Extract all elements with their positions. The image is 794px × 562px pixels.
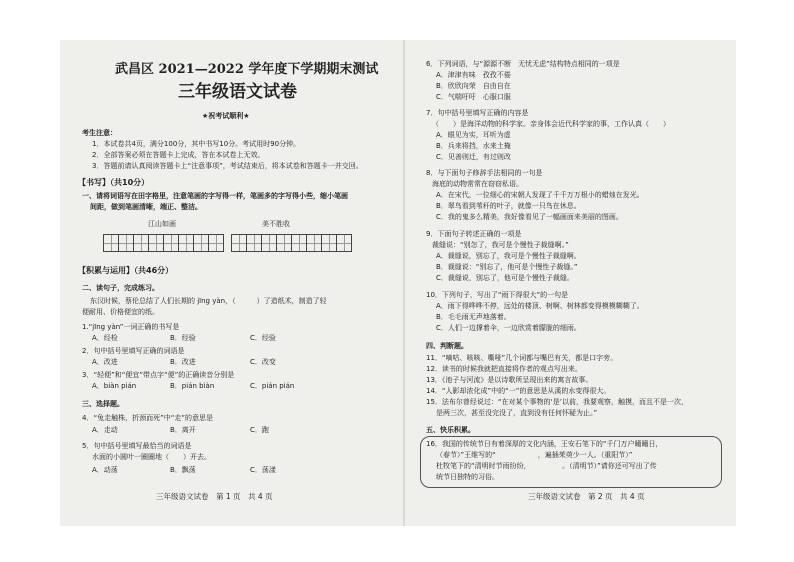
writing-grid-2[interactable] <box>232 234 352 252</box>
good-luck-line: ★祝考试顺利★ <box>202 112 250 120</box>
question-16-line: （春节）”王维写的“ ，遍插茱萸少一人。（重阳节）” <box>436 451 633 459</box>
option-c[interactable]: C．气喘吁吁 心服口服 <box>436 93 511 101</box>
option-a[interactable]: A．经检 <box>92 334 118 342</box>
question-5: 5．句中括号里填写最恰当的词语是 <box>82 442 192 450</box>
option-c[interactable]: C．pián pián <box>250 382 295 390</box>
option-b[interactable]: B．翠鸟看到苇秆的叶子，就像一只鸟在休息。 <box>436 202 581 210</box>
option-a[interactable]: A．在宋代，一位细心的宋朝人发现了千千万万根小的蜡烛在发光。 <box>436 191 644 199</box>
question-7-sentence: （ ）是海洋动物的科学家。亲身体会近代科学家的事，工作认真（ ） <box>432 120 670 128</box>
option-b[interactable]: B．欣欣向荣 自由自在 <box>436 82 511 90</box>
option-c[interactable]: C．人们一边撑着伞，一边欣赏着朦胧的细雨。 <box>436 324 581 332</box>
page-2 <box>410 40 736 526</box>
section-3-heading: 三、选择题。 <box>82 400 124 408</box>
writing-grid-1[interactable] <box>104 234 224 252</box>
option-b[interactable]: B．飘荡 <box>170 466 196 474</box>
option-a[interactable]: A．biàn pián <box>92 382 137 390</box>
question-13: 13．《池子与河流》是以诗歌所呈现出来的寓言故事。 <box>426 376 593 384</box>
option-b[interactable]: B．离开 <box>170 426 196 434</box>
question-12: 12．读书的时候我就把直接将作者的观点写出来。 <box>426 365 582 373</box>
copy-word-1: 江山如画 <box>148 220 176 228</box>
passage-line: 东汉时候，蔡伦总结了人们长期的 jīng yàn，（ ）了造纸术，制造了轻 <box>90 297 327 305</box>
notice-line: 1．本试卷共4页，满分100分，其中书写10分。考试用时90分钟。 <box>92 140 301 148</box>
option-c[interactable]: C．经验 <box>250 334 276 342</box>
writing-heading: 【书写】（共10分） <box>78 178 150 187</box>
option-b[interactable]: B．改进 <box>170 358 196 366</box>
question-10: 10．下列句子，写出了“雨下得很大”的一句是 <box>426 291 569 299</box>
page-fold <box>403 40 405 526</box>
option-b[interactable]: B．经验 <box>170 334 196 342</box>
option-c[interactable]: C．裁缝说，别忘了，他可是个慢性子裁缝。 <box>436 274 574 282</box>
question-7: 7．句中括号里填写正确的内容是 <box>426 109 529 117</box>
question-2: 2．句中括号里填写正确的词语是 <box>82 347 185 355</box>
option-c[interactable]: C．跑 <box>250 426 269 434</box>
option-c[interactable]: C．改变 <box>250 358 276 366</box>
writing-question-cont: 间距，做到笔画清晰，端正、整洁。 <box>90 203 202 211</box>
section-5-heading: 五、快乐积累。 <box>426 426 475 434</box>
question-15: 15．法布尔曾经说过：“在对某个事物的‘是’以前，我要观察，触摸，而且不是一次， <box>426 398 688 406</box>
option-b[interactable]: B．毛毛雨无声地落着。 <box>436 313 511 321</box>
option-a[interactable]: A．动荡 <box>92 466 118 474</box>
question-8-sentence: 海底的动物常常在窃窃私语。 <box>432 180 523 188</box>
page-footer: 三年级语文试卷 第 1 页 共 4 页 <box>156 492 273 501</box>
section-4-heading: 四、判断题。 <box>426 342 468 350</box>
option-a[interactable]: A．津津有味 孜孜不倦 <box>436 71 511 79</box>
option-c[interactable]: C．荡漾 <box>250 466 276 474</box>
page-1 <box>60 40 400 526</box>
question-5-sentence: 水面的小圆叶一圈圈地（ ）开去。 <box>92 453 211 461</box>
question-8: 8．与下面句子修辞手法相同的一句是 <box>426 169 543 177</box>
option-a[interactable]: A．雨下得哗哗不停，远处的楼顶、树啊、树林都变得模模糊糊了。 <box>436 302 644 310</box>
question-4: 4．“兔走触株，折颈而死”中“走”的意思是 <box>82 414 213 422</box>
option-b[interactable]: B．pián biàn <box>170 382 215 390</box>
writing-question: 一、请将词语写在田字格里，注意笔画的字写得一样，笔画多的字写得小些，缩小笔画 <box>82 192 348 200</box>
page-footer: 三年级语文试卷 第 2 页 共 4 页 <box>528 492 645 501</box>
question-16: 16．我国的传统节日有着深厚的文化内涵，王安石笔下的“千门万户曈曈日， <box>426 440 663 448</box>
exam-title: 武昌区 2021—2022 学年度下学期期末测试 <box>115 62 379 77</box>
exam-subtitle: 三年级语文试卷 <box>178 82 297 102</box>
passage-line: 便耐用、价格便宜的纸。 <box>82 308 159 316</box>
option-a[interactable]: A．裁缝说，别忘了，我可是个慢性子裁缝啊。 <box>436 252 581 260</box>
option-a[interactable]: A．走动 <box>92 426 118 434</box>
question-11: 11．“嘀咕、咳咳、嘶哑”几个词都与嘴巴有关，都是口字旁。 <box>426 354 618 362</box>
question-9: 9．下面句子转述正确的一项是 <box>426 230 522 238</box>
option-c[interactable]: C．见善则迁，有过则改 <box>436 153 511 161</box>
notice-line: 2．全部答案必须在答题卡上完成，答在本试卷上无效。 <box>92 151 265 159</box>
copy-word-2: 美不胜收 <box>262 220 290 228</box>
question-9-sentence: 裁缝说：“别怎了，我可是个慢性子裁缝啊。” <box>432 241 569 249</box>
question-3: 3．“轻便”和“便宜”带点字“便”的正确读音分别是 <box>82 371 235 379</box>
option-b[interactable]: B．裁缝说：“别忘了，他可是个慢性子裁缝。” <box>436 263 578 271</box>
option-a[interactable]: A．改进 <box>92 358 118 366</box>
question-6: 6．下列词语，与“源源不断 无忧无虑”结构特点相同的一项是 <box>426 60 620 68</box>
option-b[interactable]: B．兵来将挡，水来土掩 <box>436 142 511 150</box>
exam-sheet <box>60 40 736 526</box>
question-16-line: 杜牧笔下的“清明时节雨纷纷， 。（清明节）”请你还可写出了传 <box>436 462 657 470</box>
section-2-heading: 二、读句子，完成练习。 <box>82 284 159 292</box>
option-c[interactable]: C．我的鬼多么精美，我好像看见了一幅画面来美丽的图画。 <box>436 213 623 221</box>
apply-heading: 【积累与运用】（共46分） <box>78 266 174 275</box>
notice-heading: 考生注意： <box>82 129 117 137</box>
question-1: 1.“jīng yàn”一词正确的书写是 <box>82 323 180 331</box>
option-a[interactable]: A．眼见为实，耳听为虚 <box>436 131 511 139</box>
question-15-cont: 是两三次，甚至没完没了，直到没有任何怀疑为止。” <box>436 409 598 417</box>
question-14: 14．“人影却浓化成”中的“一”的意思是从溪的水变得很大。 <box>426 387 611 395</box>
notice-line: 3．答题前请认真阅读答题卡上“注意事项”，考试结束后，将本试卷和答题卡一并交回。 <box>92 162 363 170</box>
question-16-line: 统节日独特的习俗。 <box>436 473 499 481</box>
